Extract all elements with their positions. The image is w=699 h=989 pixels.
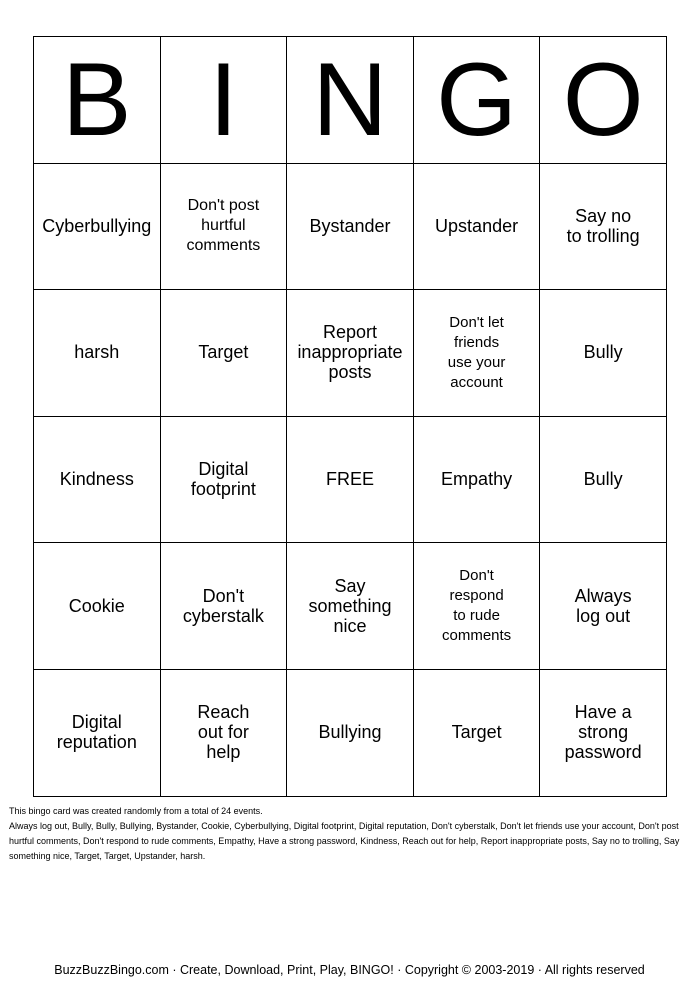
bingo-cell-text: Reach out for help	[197, 702, 250, 763]
bingo-cell-text: Target	[451, 722, 502, 743]
bingo-cell	[34, 416, 161, 543]
header-letter-g: G	[413, 37, 540, 164]
bingo-cell-text: Always log out	[574, 585, 632, 626]
bingo-cell	[540, 416, 667, 543]
bingo-cell-text: Have a strong password	[564, 702, 642, 763]
bingo-cell-text: Bullying	[318, 722, 382, 743]
bingo-cell	[540, 163, 667, 290]
bingo-cell-text: Say something nice	[308, 575, 392, 636]
bingo-cell-text: Cyberbullying	[42, 215, 152, 236]
bingo-cell	[540, 543, 667, 670]
header-letter-b: B	[34, 37, 161, 164]
bingo-row-5	[34, 669, 667, 796]
bingo-cell	[287, 290, 414, 417]
bingo-cell-text: FREE	[325, 469, 374, 490]
bingo-cell-text: Bully	[583, 342, 623, 363]
bingo-cell	[413, 163, 540, 290]
bingo-cell	[540, 290, 667, 417]
bingo-card	[33, 36, 667, 797]
bingo-cell	[34, 669, 161, 796]
site-footer: BuzzBuzzBingo.com · Create, Download, Print, Play, BINGO! · Copyright © 2003-2019 · All rights reserved	[54, 963, 645, 977]
bingo-cell-text: Target	[198, 342, 249, 363]
bingo-cell	[160, 669, 287, 796]
bingo-cell	[287, 669, 414, 796]
bingo-cell	[34, 163, 161, 290]
bingo-cell-text: Bystander	[309, 215, 391, 236]
bingo-cell-text: Digital footprint	[190, 459, 256, 500]
bingo-cell-text: Empathy	[441, 469, 513, 490]
bingo-cell	[540, 669, 667, 796]
bingo-cell	[413, 416, 540, 543]
bingo-free-cell	[287, 416, 414, 543]
bingo-cell	[160, 416, 287, 543]
bingo-cell-text: Don't post hurtful comments	[186, 197, 261, 255]
bingo-row-4	[34, 543, 667, 670]
bingo-cell	[160, 163, 287, 290]
header-letter-o: O	[540, 37, 667, 164]
bingo-cell	[287, 163, 414, 290]
bingo-cell-text: harsh	[74, 342, 120, 363]
bingo-cell-text: Bully	[583, 469, 623, 490]
bingo-cell-text: Upstander	[435, 215, 519, 236]
bingo-cell-text: Don't respond to rude comments	[441, 567, 512, 645]
card-event-list: Always log out, Bully, Bully, Bullying, Bystander, Cookie, Cyberbullying, Digital footprint, Digital reputation, Don't cyberstalk, Don't let friends use your account, Don't post hurtful comments, Don't respond to rude comments, Empathy, Have a strong password, Kindness, Reach out for help, Report inappropriate posts, Say no to trolling, Say something nice, Target, Target, Upstander, harsh.	[9, 821, 680, 861]
bingo-row-3	[34, 416, 667, 543]
bingo-cell	[413, 290, 540, 417]
bingo-cell	[160, 543, 287, 670]
bingo-cell	[287, 543, 414, 670]
bingo-row-2	[34, 290, 667, 417]
bingo-cell-text: Cookie	[68, 595, 125, 616]
bingo-cell	[413, 543, 540, 670]
header-letter-i: I	[160, 37, 287, 164]
bingo-cell	[34, 543, 161, 670]
bingo-cell-text: Digital reputation	[56, 712, 137, 753]
bingo-header-row	[34, 37, 667, 164]
bingo-cell-text: Don't let friends use your account	[447, 313, 506, 391]
bingo-cell-text: Don't cyberstalk	[182, 585, 264, 626]
bingo-cell-text: Say no to trolling	[566, 205, 640, 246]
bingo-cell	[160, 290, 287, 417]
card-info-note	[9, 804, 691, 864]
header-letter-n: N	[287, 37, 414, 164]
bingo-cell-text: Kindness	[59, 469, 134, 490]
bingo-cell-text: Report inappropriate posts	[297, 322, 403, 383]
bingo-cell	[413, 669, 540, 796]
bingo-cell	[34, 290, 161, 417]
bingo-row-1	[34, 163, 667, 290]
card-info-summary: This bingo card was created randomly from a total of 24 events.	[9, 806, 263, 816]
